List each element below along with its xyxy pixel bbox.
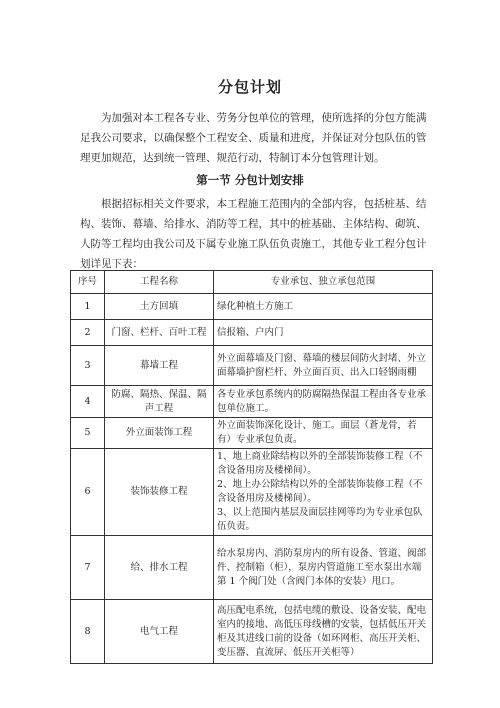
project-name-cell: 给、排水工程	[105, 536, 214, 600]
scope-cell: 信报箱、户内门	[214, 320, 433, 346]
section-heading: 第一节 分包计划安排	[196, 173, 304, 187]
table-row	[71, 418, 433, 449]
row-number-cell: 7	[71, 536, 105, 600]
scope-cell: 给水泵房内、消防泵房内的所有设备、管道、阀部件、控制箱（柜），泵房内管道施工至水泵出水端第 1 个阀门处（含阀门本体的安装）甩口。	[214, 536, 433, 600]
project-name-cell: 电气工程	[105, 600, 214, 664]
table-row	[71, 346, 433, 386]
scope-cell: 外立面幕墙及门窗、幕墙的楼层间防火封堵、外立面幕墙护窗栏杆、外立面百页、出入口轻钢雨棚	[214, 346, 433, 386]
project-name-cell: 幕墙工程	[105, 346, 214, 386]
table-row	[71, 536, 433, 600]
header-scope: 专业承包、独立承包范围	[214, 271, 433, 294]
subcontract-table	[70, 270, 433, 664]
project-name-cell: 装饰装修工程	[105, 449, 214, 536]
scope-cell: 绿化种植土方施工	[214, 294, 433, 320]
scope-cell: 各专业承包系统内的防腐隔热保温工程由各专业承包单位施工。	[214, 386, 433, 418]
section-paragraph: 根据招标相关文件要求，本工程施工范围内的全部内容，包括桩基、结构、装饰、幕墙、给排水、消防等工程，其中的桩基础、主体结构、砌筑、人防等工程均由我公司及下属专业施工队伍负责施工，其他专业工程分包计划详见下表：	[80, 198, 427, 270]
scope-cell: 1、地上商业除结构以外的全部装饰装修工程（不含设备用房及楼梯间）。 2、地上办公除结构以外的全部装饰装修工程（不含设备用房及楼梯间）。 3、以上范围内基层及面层挂网等均为专业承包队伍负责。	[214, 449, 433, 536]
table-header-row	[71, 271, 433, 294]
document-title: 分包计划	[217, 78, 282, 96]
table-row	[71, 449, 433, 536]
row-number-cell: 2	[71, 320, 105, 346]
scope-cell: 外立面装饰深化设计、施工。面层（蒼龙骨，若有）专业承包负责。	[214, 418, 433, 449]
row-number-cell: 1	[71, 294, 105, 320]
project-name-cell: 外立面装饰工程	[105, 418, 214, 449]
row-number-cell: 5	[71, 418, 105, 449]
header-no: 序号	[71, 271, 105, 294]
row-number-cell: 4	[71, 386, 105, 418]
table-body	[71, 294, 433, 664]
table-row	[71, 386, 433, 418]
scope-cell: 高压配电系统，包括电缆的敷设、设备安装、配电室内的接地、高低压母线槽的安装，包括低压开关柜及其进线口前的设备（如环网柜、高压开关柜、变压器、直流屏、低压开关柜等）	[214, 600, 433, 664]
intro-paragraph: 为加强对本工程各专业、劳务分包单位的管理，使所选择的分包方能满足我公司要求，以确保整个工程安全、质量和进度，并保证对分包队伍的管理更加规范，达到统一管理、规范行动，特制订本分包管理计划。	[80, 112, 427, 164]
table-row	[71, 600, 433, 664]
table-row	[71, 320, 433, 346]
row-number-cell: 3	[71, 346, 105, 386]
project-name-cell: 土方回填	[105, 294, 214, 320]
row-number-cell: 8	[71, 600, 105, 664]
project-name-cell: 门窗、栏杆、百叶工程	[105, 320, 214, 346]
table-row	[71, 294, 433, 320]
project-name-cell: 防腐、隔热、保温、隔声工程	[105, 386, 214, 418]
row-number-cell: 6	[71, 449, 105, 536]
header-name: 工程名称	[105, 271, 214, 294]
